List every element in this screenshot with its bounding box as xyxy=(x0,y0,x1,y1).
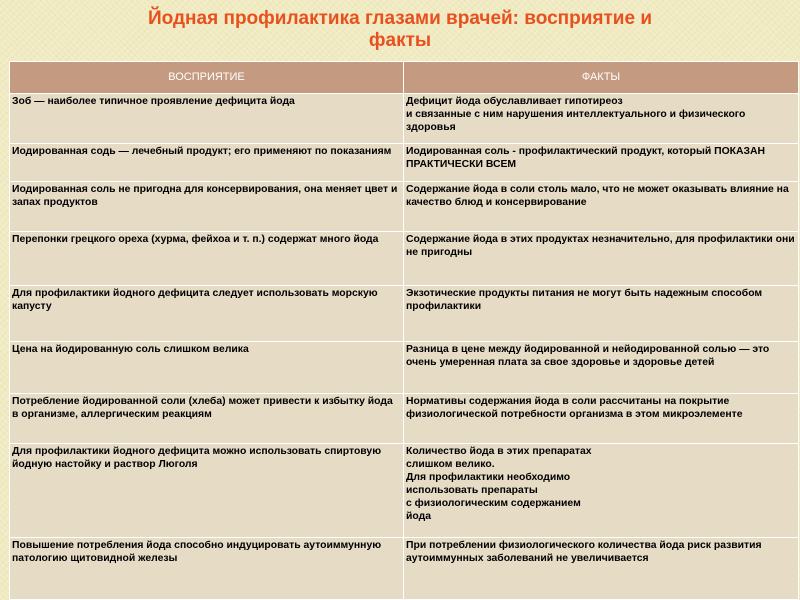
fact-cell: Содержание йода в этих продуктах незначительно, для профилактики они не пригодны xyxy=(404,232,799,286)
table-row xyxy=(10,286,799,342)
fact-cell: Экзотические продукты питания не могут быть надежным способом профилактики xyxy=(404,286,799,342)
table-row xyxy=(10,394,799,444)
fact-cell: Разница в цене между йодированной и нейодированной солью — это очень умеренная плата за свое здоровье и здоровье детей xyxy=(404,342,799,394)
header-facts: ФАКТЫ xyxy=(404,62,799,94)
header-perception: ВОСПРИЯТИЕ xyxy=(10,62,404,94)
perception-cell: Повышение потребления йода способно индуцировать аутоиммунную патологию щитовидной железы xyxy=(10,538,404,600)
perception-cell: Потребление йодированной соли (хлеба) может привести к избытку йода в организме, аллергическим реакциям xyxy=(10,394,404,444)
perception-cell: Цена на йодированную соль слишком велика xyxy=(10,342,404,394)
slide-title: Йодная профилактика глазами врачей: восприятие и факты xyxy=(147,8,653,51)
perception-cell: Для профилактики йодного дефицита можно использовать спиртовую йодную настойку и раствор Люголя xyxy=(10,444,404,538)
perception-cell: Иодированная содь — лечебный продукт; его применяют по показаниям xyxy=(10,144,404,182)
perception-cell: Для профилактики йодного дефицита следует использовать морскую капусту xyxy=(10,286,404,342)
table-row xyxy=(10,342,799,394)
fact-cell: Нормативы содержания йода в соли рассчитаны на покрытие физиологической потребности организма в этом микроэлементе xyxy=(404,394,799,444)
table-row xyxy=(10,182,799,232)
fact-cell: Количество йода в этих препаратах слишком велико. Для профилактики необходимо использовать препараты с физиологическим содержанием йода xyxy=(404,444,799,538)
perception-cell: Перепонки грецкого ореха (хурма, фейхоа и т. п.) содержат много йода xyxy=(10,232,404,286)
table-header-row xyxy=(10,62,799,94)
table-row xyxy=(10,94,799,144)
table-row xyxy=(10,444,799,538)
table-row xyxy=(10,144,799,182)
fact-cell: Дефицит йода обуславливает гипотиреоз и связанные с ним нарушения интеллектуального и физического здоровья xyxy=(404,94,799,144)
table-row xyxy=(10,232,799,286)
perception-cell: Иодированная соль не пригодна для консервирования, она меняет цвет и запах продуктов xyxy=(10,182,404,232)
perception-cell: Зоб — наиболее типичное проявление дефицита йода xyxy=(10,94,404,144)
fact-cell: При потреблении физиологического количества йода риск развития аутоиммунных заболеваний не увеличивается xyxy=(404,538,799,600)
fact-cell: Иодированная соль - профилактический продукт, который ПОКАЗАН ПРАКТИЧЕСКИ ВСЕМ xyxy=(404,144,799,182)
fact-cell: Содержание йода в соли столь мало, что не может оказывать влияние на качество блюд и консервирование xyxy=(404,182,799,232)
table-row xyxy=(10,538,799,600)
comparison-table xyxy=(9,61,799,600)
comparison-table-container xyxy=(9,61,798,599)
